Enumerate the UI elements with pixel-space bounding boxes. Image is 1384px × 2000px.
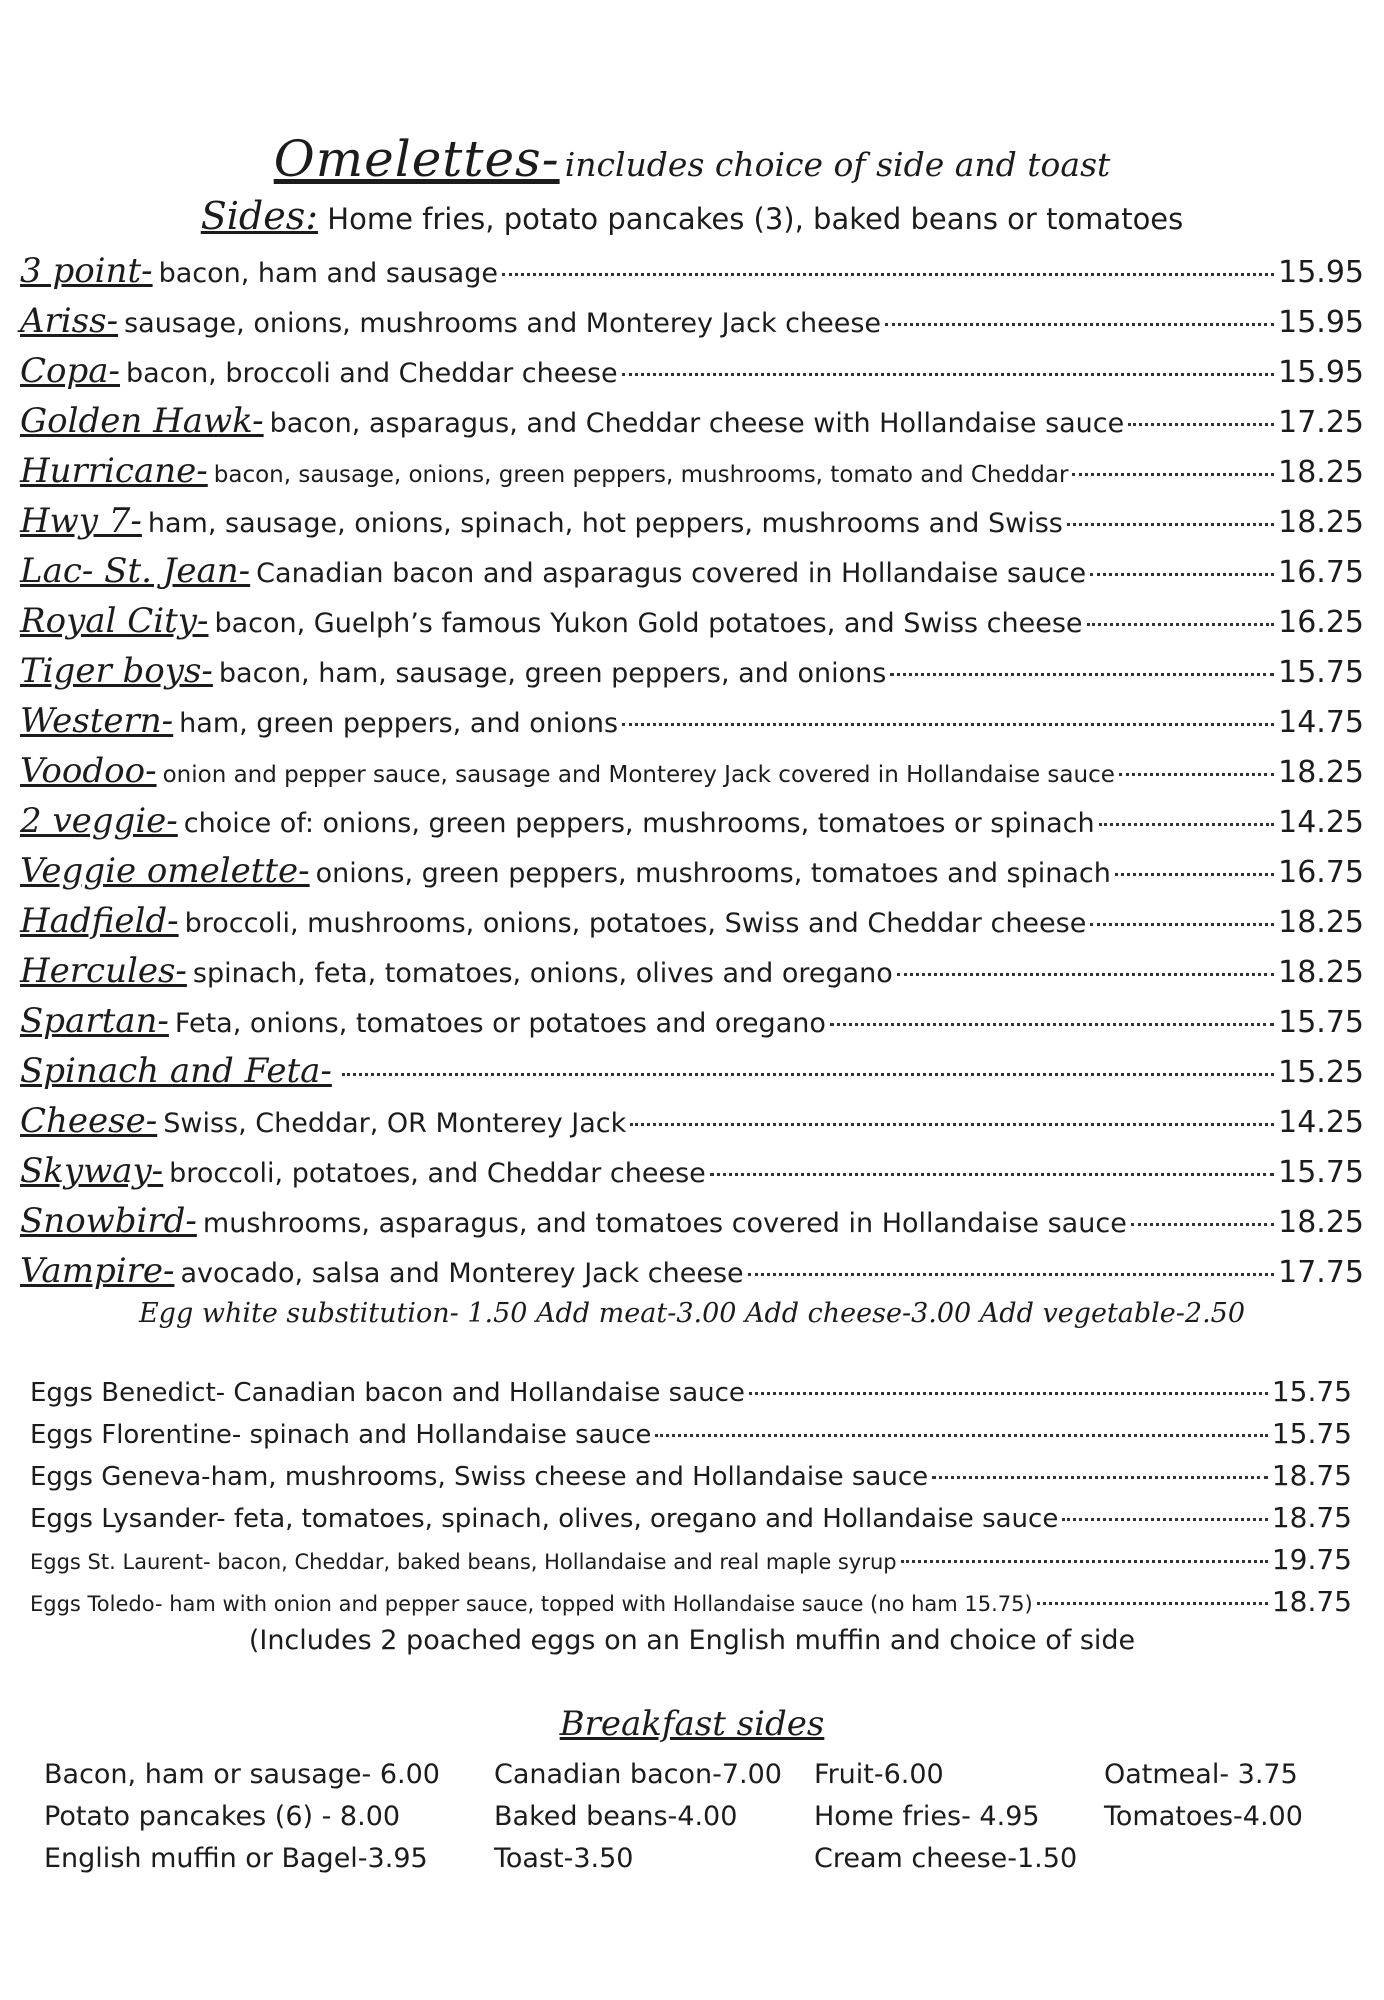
item-name: Hurricane-	[20, 451, 208, 491]
breakfast-sides-grid	[20, 1754, 1364, 1880]
item-description: ham, green peppers, and onions	[179, 708, 619, 739]
menu-item	[20, 746, 1364, 796]
item-description: bacon, broccoli and Cheddar cheese	[126, 358, 618, 389]
menu-item	[20, 1046, 1364, 1096]
item-description: spinach, feta, tomatoes, onions, olives and oregano	[192, 958, 893, 989]
benedict-price: 15.75	[1271, 1375, 1352, 1408]
benedict-item	[30, 1413, 1364, 1455]
menu-item	[20, 1196, 1364, 1246]
item-name: Copa-	[20, 351, 121, 391]
item-price: 15.75	[1278, 655, 1364, 690]
item-name: Veggie omelette-	[20, 851, 310, 891]
benedict-price: 19.75	[1271, 1543, 1352, 1576]
sides-text: Home fries, potato pancakes (3), baked beans or tomatoes	[327, 202, 1184, 236]
menu-item	[20, 1096, 1364, 1146]
side-item: Tomatoes-4.00	[1104, 1801, 1303, 1832]
benedict-price: 15.75	[1271, 1417, 1352, 1450]
benedict-item	[30, 1581, 1364, 1623]
item-name: Lac- St. Jean-	[20, 551, 251, 591]
item-name: Cheese-	[20, 1101, 158, 1141]
item-price: 16.75	[1278, 555, 1364, 590]
item-price: 16.75	[1278, 855, 1364, 890]
item-description: bacon, ham and sausage	[158, 258, 498, 289]
dot-leader	[655, 1434, 1267, 1437]
side-item: Home fries- 4.95	[814, 1801, 1040, 1832]
menu-item	[20, 296, 1364, 346]
item-name: 2 veggie-	[20, 801, 178, 841]
item-description: Swiss, Cheddar, OR Monterey Jack	[163, 1108, 627, 1139]
item-price: 16.25	[1278, 605, 1364, 640]
benedict-price: 18.75	[1271, 1459, 1352, 1492]
sides-column	[44, 1754, 494, 1880]
item-name: Spinach and Feta-	[20, 1051, 332, 1091]
menu-item	[20, 1246, 1364, 1296]
item-price: 15.95	[1278, 305, 1364, 340]
dot-leader	[885, 323, 1274, 326]
item-price: 18.25	[1278, 1205, 1364, 1240]
item-name: Vampire-	[20, 1251, 175, 1291]
item-name: Ariss-	[20, 301, 119, 341]
dot-leader	[1115, 873, 1274, 876]
item-price: 17.75	[1278, 1255, 1364, 1290]
side-item: Fruit-6.00	[814, 1759, 944, 1790]
menu-item	[20, 596, 1364, 646]
benedict-price: 18.75	[1271, 1585, 1352, 1618]
item-price: 15.95	[1278, 255, 1364, 290]
benedict-item	[30, 1371, 1364, 1413]
side-item: English muffin or Bagel-3.95	[44, 1843, 428, 1874]
menu-item	[20, 496, 1364, 546]
benedict-text: Eggs St. Laurent- bacon, Cheddar, baked beans, Hollandaise and real maple syrup	[30, 1550, 897, 1574]
dot-leader	[1067, 523, 1274, 526]
item-name: Hadfield-	[20, 901, 179, 941]
dot-leader	[1087, 623, 1275, 626]
dot-leader	[710, 1173, 1274, 1176]
dot-leader	[622, 373, 1274, 376]
menu-item	[20, 946, 1364, 996]
dot-leader	[1128, 423, 1274, 426]
dot-leader	[748, 1273, 1274, 1276]
dot-leader	[502, 273, 1274, 276]
sides-label: Sides:	[200, 194, 319, 238]
item-description: ham, sausage, onions, spinach, hot peppers, mushrooms and Swiss	[147, 508, 1063, 539]
item-price: 18.25	[1278, 755, 1364, 790]
item-description: Feta, onions, tomatoes or potatoes and oregano	[174, 1008, 826, 1039]
side-item: Potato pancakes (6) - 8.00	[44, 1801, 401, 1832]
item-price: 14.25	[1278, 1105, 1364, 1140]
sides-column	[814, 1754, 1104, 1880]
item-name: Skyway-	[20, 1151, 164, 1191]
dot-leader	[897, 973, 1274, 976]
item-name: Western-	[20, 701, 174, 741]
sides-column	[494, 1754, 814, 1880]
dot-leader	[342, 1073, 1274, 1076]
omelette-list	[20, 246, 1364, 1296]
side-item: Cream cheese-1.50	[814, 1843, 1078, 1874]
dot-leader	[1072, 473, 1274, 476]
item-price: 14.75	[1278, 705, 1364, 740]
dot-leader	[1090, 923, 1274, 926]
benedict-item	[30, 1539, 1364, 1581]
menu-item	[20, 546, 1364, 596]
item-description: Canadian bacon and asparagus covered in Hollandaise sauce	[256, 558, 1087, 589]
menu-item	[20, 246, 1364, 296]
item-description: broccoli, mushrooms, onions, potatoes, Swiss and Cheddar cheese	[184, 908, 1087, 939]
menu-item	[20, 796, 1364, 846]
page-subtitle: includes choice of side and toast	[564, 145, 1111, 184]
menu-header	[20, 130, 1364, 188]
benedict-item	[30, 1455, 1364, 1497]
benedict-item	[30, 1497, 1364, 1539]
menu-item	[20, 446, 1364, 496]
menu-item	[20, 846, 1364, 896]
breakfast-sides-title: Breakfast sides	[559, 1704, 825, 1744]
dot-leader	[1119, 773, 1274, 776]
item-name: Tiger boys-	[20, 651, 213, 691]
menu-item	[20, 346, 1364, 396]
item-price: 17.25	[1278, 405, 1364, 440]
dot-leader	[630, 1123, 1274, 1126]
side-item: Oatmeal- 3.75	[1104, 1759, 1298, 1790]
item-name: Snowbird-	[20, 1201, 197, 1241]
item-description: sausage, onions, mushrooms and Monterey Jack cheese	[124, 308, 882, 339]
item-name: Spartan-	[20, 1001, 169, 1041]
benedict-text: Eggs Toledo- ham with onion and pepper sauce, topped with Hollandaise sauce (no ham 15.75)	[30, 1592, 1033, 1616]
benedict-text: Eggs Florentine- spinach and Hollandaise sauce	[30, 1420, 652, 1450]
item-name: Hwy 7-	[20, 501, 142, 541]
side-item: Canadian bacon-7.00	[494, 1759, 782, 1790]
item-price: 18.25	[1278, 505, 1364, 540]
menu-item	[20, 696, 1364, 746]
dot-leader	[1062, 1518, 1268, 1521]
dot-leader	[1037, 1602, 1268, 1605]
item-price: 15.25	[1278, 1055, 1364, 1090]
dot-leader	[1099, 823, 1275, 826]
dot-leader	[890, 673, 1274, 676]
benedict-text: Eggs Geneva-ham, mushrooms, Swiss cheese and Hollandaise sauce	[30, 1462, 929, 1492]
item-description: onion and pepper sauce, sausage and Monterey Jack covered in Hollandaise sauce	[162, 762, 1115, 788]
dot-leader	[932, 1476, 1268, 1479]
side-item: Toast-3.50	[494, 1843, 634, 1874]
item-price: 18.25	[1278, 905, 1364, 940]
item-description: mushrooms, asparagus, and tomatoes covered in Hollandaise sauce	[202, 1208, 1127, 1239]
item-price: 18.25	[1278, 455, 1364, 490]
item-description: bacon, asparagus, and Cheddar cheese with Hollandaise sauce	[269, 408, 1125, 439]
benedict-note: (Includes 2 poached eggs on an English muffin and choice of side	[248, 1625, 1136, 1656]
menu-item	[20, 896, 1364, 946]
item-name: 3 point-	[20, 251, 153, 291]
item-name: Royal City-	[20, 601, 209, 641]
side-item: Bacon, ham or sausage- 6.00	[44, 1759, 440, 1790]
benedict-list	[20, 1371, 1364, 1623]
page-title: Omelettes-	[273, 130, 560, 188]
dot-leader	[1131, 1223, 1274, 1226]
item-name: Hercules-	[20, 951, 187, 991]
item-price: 15.75	[1278, 1005, 1364, 1040]
item-name: Voodoo-	[20, 751, 157, 791]
item-description: avocado, salsa and Monterey Jack cheese	[180, 1258, 744, 1289]
menu-item	[20, 1146, 1364, 1196]
benedict-price: 18.75	[1271, 1501, 1352, 1534]
benedict-text: Eggs Lysander- feta, tomatoes, spinach, olives, oregano and Hollandaise sauce	[30, 1504, 1059, 1534]
item-description: bacon, ham, sausage, green peppers, and onions	[218, 658, 887, 689]
sides-line	[20, 194, 1364, 238]
benedict-text: Eggs Benedict- Canadian bacon and Hollandaise sauce	[30, 1378, 745, 1408]
dot-leader	[830, 1023, 1274, 1026]
item-price: 15.95	[1278, 355, 1364, 390]
menu-item	[20, 646, 1364, 696]
item-description: broccoli, potatoes, and Cheddar cheese	[169, 1158, 706, 1189]
side-item: Baked beans-4.00	[494, 1801, 738, 1832]
item-price: 14.25	[1278, 805, 1364, 840]
item-name: Golden Hawk-	[20, 401, 264, 441]
item-price: 18.25	[1278, 955, 1364, 990]
item-description: choice of: onions, green peppers, mushrooms, tomatoes or spinach	[183, 808, 1095, 839]
item-description: bacon, Guelph’s famous Yukon Gold potatoes, and Swiss cheese	[214, 608, 1083, 639]
dot-leader	[901, 1560, 1268, 1563]
item-price: 15.75	[1278, 1155, 1364, 1190]
dot-leader	[749, 1392, 1268, 1395]
item-description: onions, green peppers, mushrooms, tomatoes and spinach	[315, 858, 1111, 889]
extras-note: Egg white substitution- 1.50 Add meat-3.00 Add cheese-3.00 Add vegetable-2.50	[138, 1298, 1246, 1329]
menu-item	[20, 996, 1364, 1046]
dot-leader	[622, 723, 1274, 726]
menu-item	[20, 396, 1364, 446]
dot-leader	[1090, 573, 1274, 576]
sides-column	[1104, 1754, 1344, 1880]
item-description: bacon, sausage, onions, green peppers, mushrooms, tomato and Cheddar	[213, 462, 1069, 488]
